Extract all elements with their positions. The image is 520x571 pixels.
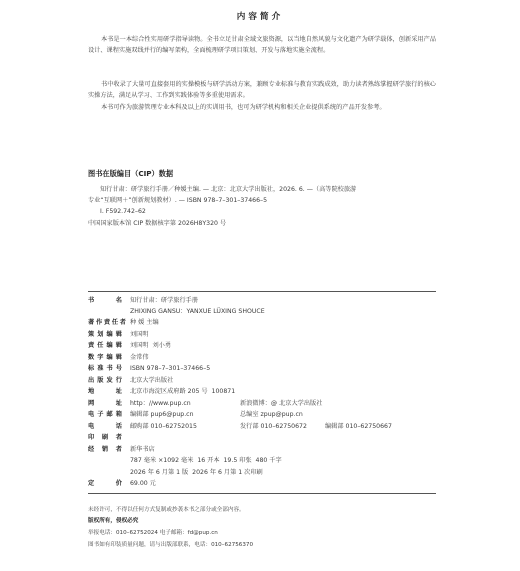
field-address [88, 387, 436, 397]
pinyin-value: ZHIXING GANSU：YANXUE LÜXING SHOUCE [130, 308, 265, 315]
planning-label: 策划编辑 [88, 331, 122, 338]
price-value: 69.00 元 [130, 480, 156, 487]
website-value: http：//www.pup.cn [130, 400, 191, 407]
field-edition [88, 468, 436, 478]
field-planning-editor [88, 330, 436, 340]
printer-label: 印刷者 [88, 434, 122, 441]
author-label: 著作责任者 [88, 319, 126, 326]
cip-line-3: Ⅰ. F592.742–62 [100, 208, 146, 216]
cip-line-1: 知行甘肃：研学旅行手册／种媛主编. — 北京：北京大学出版社，2026. 6. —（高等院校旅游 [100, 186, 357, 193]
email-value: 编辑部 pup6@pup.cn [130, 411, 194, 418]
report-contact: 举报电话：010–62752024 电子邮箱：fd@pup.cn [88, 530, 218, 536]
digital-value: 金常伟 [130, 354, 149, 361]
copyright-notice: 未经许可，不得以任何方式复制或抄袭本书之部分或全部内容。 [88, 507, 245, 513]
cip-line-4: 中国国家版本馆 CIP 数据核字第 2026H8Y320 号 [88, 219, 227, 227]
field-isbn [88, 364, 436, 374]
spec-value: 787 毫米 ×1092 毫米 16 开本 19.5 印张 480 千字 [130, 457, 282, 464]
cip-record [88, 184, 436, 229]
email-label: 电子邮箱 [88, 411, 122, 418]
field-specification [88, 456, 436, 466]
rights-statement: 版权所有，侵权必究 [88, 518, 139, 524]
author-value: 种 媛 主编 [130, 319, 159, 326]
title-value: 知行甘肃：研学旅行手册 [130, 297, 199, 304]
field-price [88, 479, 436, 489]
intro-paragraph-2: 书中收录了大量可直接套用的实操模板与研学活动方案，兼顾专业标准与教育实践成效，助力读者熟练掌握研学旅行的核心实操方法，满足从学习、工作到实践体验等多重使用需求。 [88, 81, 436, 100]
address-value: 北京市海淀区成府路 205 号 100871 [130, 388, 236, 395]
publisher-label: 出版发行 [88, 377, 122, 384]
divider-top [88, 291, 436, 292]
field-responsible-editor [88, 341, 436, 351]
cip-line-2: 专业“互联网＋”创新规划教材）. — ISBN 978–7–301–37466–5 [88, 197, 268, 205]
field-digital-editor [88, 353, 436, 363]
weibo-value: 新浪微博：@ 北京大学出版社 [240, 400, 323, 407]
intro-paragraph-1: 本书是一本综合性实用研学指导读物。全书立足甘肃全域文旅资源，以当地自然风貌与文化遗产为研学载体，创新采用产品设计、课程实施双线并行的编写架构，全面梳理研学项目策划、开发与落地实施全流程。 [88, 36, 436, 55]
cip-heading: 图书在版编目（CIP）数据 [88, 169, 174, 178]
phone-label: 电话 [88, 423, 122, 430]
publisher-value: 北京大学出版社 [130, 377, 174, 384]
isbn-label: 标准书号 [88, 365, 122, 372]
address-label: 地址 [88, 388, 122, 395]
phone2-value: 发行部 010–62750672 [240, 423, 307, 430]
editor-label: 责任编辑 [88, 342, 122, 349]
page-title: 内容简介 [236, 12, 284, 22]
field-printer [88, 433, 436, 443]
field-publisher [88, 376, 436, 386]
email2-value: 总编室 zpup@pup.cn [240, 411, 303, 418]
website-label: 网址 [88, 400, 122, 407]
phone-value: 邮购部 010–62752015 [130, 423, 197, 430]
field-title [88, 296, 436, 306]
field-email [88, 410, 436, 420]
field-pinyin [88, 307, 436, 317]
distributor-value: 新华书店 [130, 446, 155, 453]
field-website [88, 399, 436, 409]
digital-label: 数字编辑 [88, 354, 122, 361]
quality-contact: 图书如有印装质量问题，请与出版部联系，电话：010–62756370 [88, 542, 254, 548]
title-label: 书名 [88, 297, 122, 304]
intro-paragraph-3: 本书可作为旅游管理专业本科及以上的实训用书，也可为研学机构和相关企业提供系统的产品开发参考。 [101, 104, 386, 111]
field-phone [88, 422, 436, 432]
editor-value: 刘国明 刘小勇 [130, 342, 172, 349]
distributor-label: 经销者 [88, 446, 122, 453]
field-author [88, 318, 436, 328]
phone3-value: 编辑部 010–62750667 [325, 423, 392, 430]
field-distributor [88, 445, 436, 455]
divider-bottom [88, 493, 436, 494]
planning-value: 刘国明 [130, 331, 149, 338]
isbn-value: ISBN 978–7–301–37466–5 [130, 365, 211, 372]
price-label: 定价 [88, 480, 122, 487]
edition-value: 2026 年 6 月第 1 版 2026 年 6 月第 1 次印刷 [130, 469, 263, 476]
